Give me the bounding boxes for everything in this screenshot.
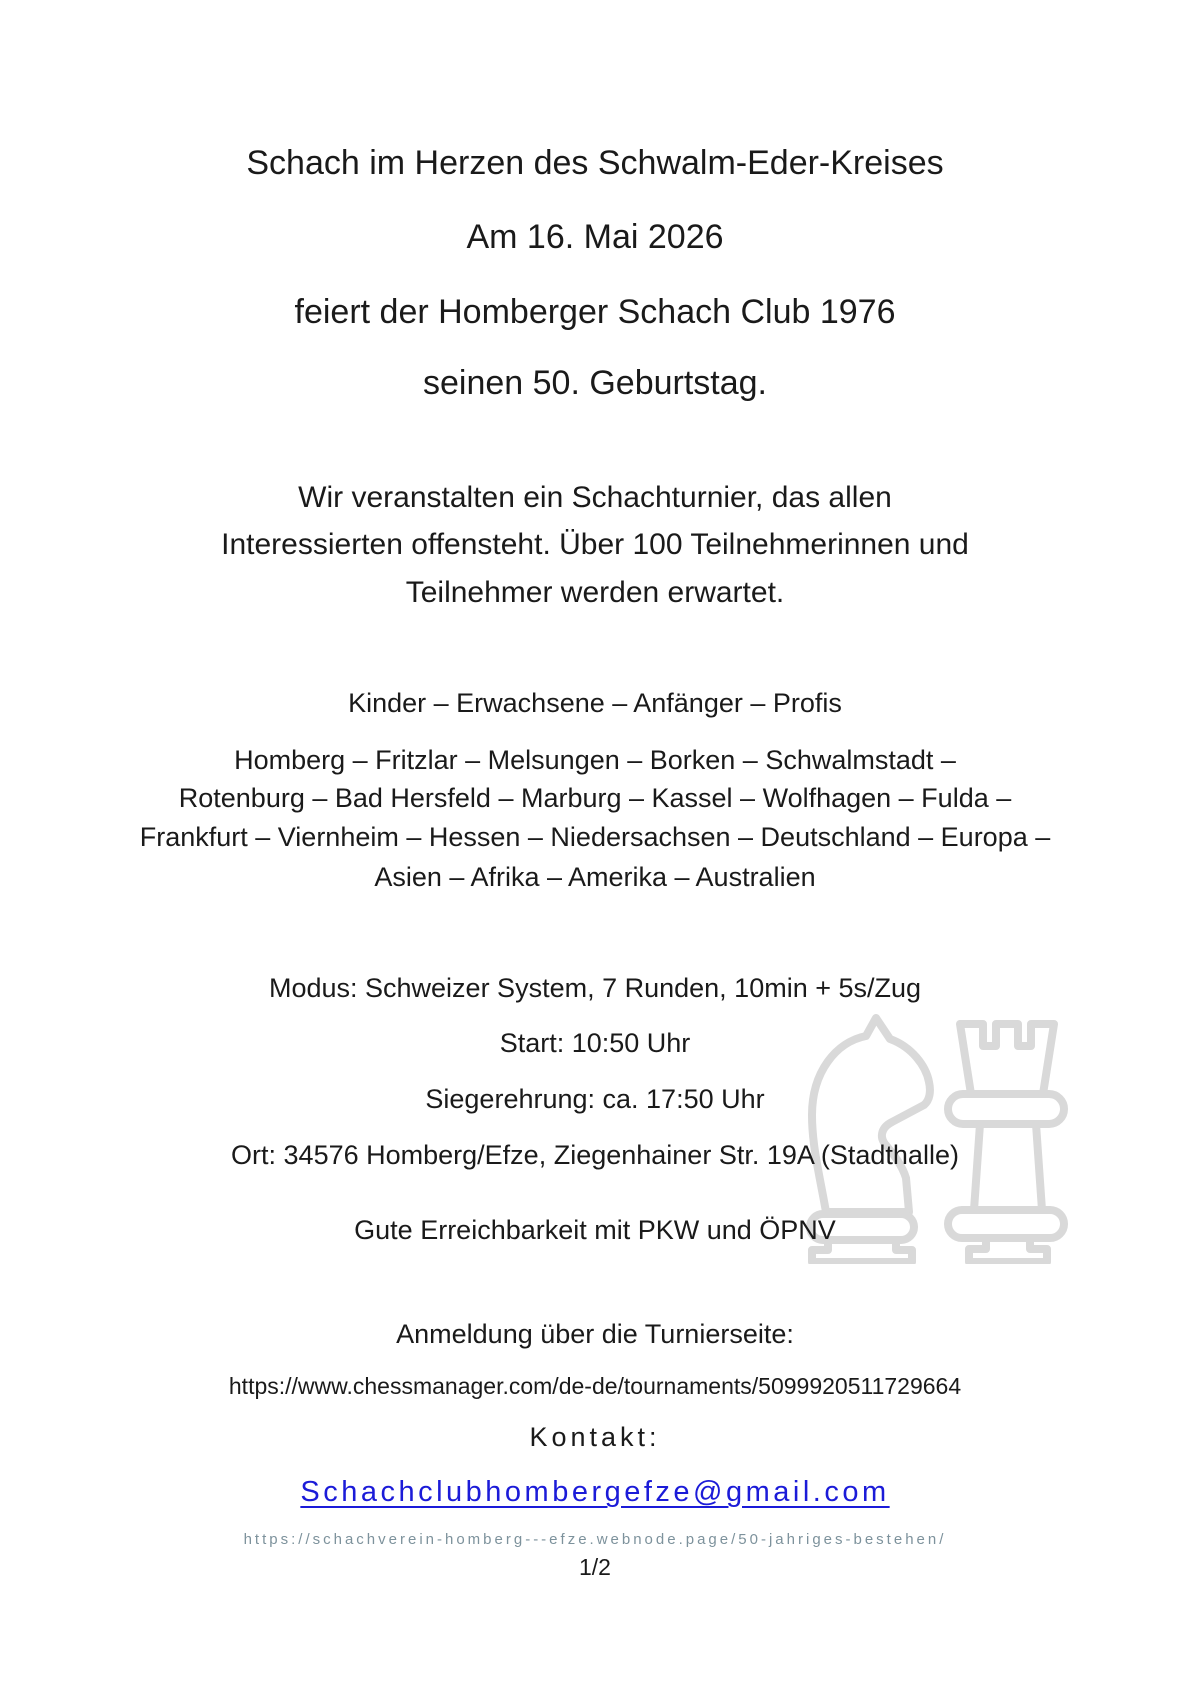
intro-line-1: Wir veranstalten ein Schachturnier, das allen [298, 481, 892, 514]
places-line-3: Frankfurt – Viernheim – Hessen – Niedersachsen – Deutschland – Europa – [139, 822, 1051, 852]
detail-award-ceremony: Siegerehrung: ca. 17:50 Uhr [425, 1084, 765, 1114]
audience-line: Kinder – Erwachsene – Anfänger – Profis [348, 688, 842, 718]
contact-email-line [0, 1475, 1190, 1510]
places-line-2: Rotenburg – Bad Hersfeld – Marburg – Kassel – Wolfhagen – Fulda – [178, 783, 1012, 813]
detail-start-time: Start: 10:50 Uhr [499, 1028, 691, 1058]
headline-line-1: Schach im Herzen des Schwalm-Eder-Kreises [246, 144, 944, 182]
headline-line-2: Am 16. Mai 2026 [466, 218, 724, 256]
headline-line-3: feiert der Homberger Schach Club 1976 [294, 293, 896, 331]
detail-location: Ort: 34576 Homberg/Efze, Ziegenhainer Str. 19A (Stadthalle) [231, 1140, 959, 1170]
contact-label: Kontakt: [529, 1422, 661, 1452]
registration-label: Anmeldung über die Turnierseite: [396, 1319, 794, 1349]
club-website-url: https://schachverein-homberg---efze.webnode.page/50-jahriges-bestehen/ [243, 1531, 947, 1548]
detail-accessibility: Gute Erreichbarkeit mit PKW und ÖPNV [354, 1215, 836, 1245]
intro-line-3: Teilnehmer werden erwartet. [405, 576, 785, 609]
places-line-1: Homberg – Fritzlar – Melsungen – Borken – Schwalmstadt – [234, 745, 956, 775]
intro-line-2: Interessierten offensteht. Über 100 Teilnehmerinnen und [221, 528, 969, 561]
detail-modus: Modus: Schweizer System, 7 Runden, 10min + 5s/Zug [268, 973, 922, 1003]
registration-url: https://www.chessmanager.com/de-de/tournaments/5099920511729664 [228, 1373, 962, 1399]
headline-line-4: seinen 50. Geburtstag. [422, 364, 767, 402]
contact-email-link[interactable]: Schachclubhombergefze@gmail.com [300, 1476, 890, 1508]
page-number: 1/2 [579, 1554, 611, 1580]
places-line-4: Asien – Afrika – Amerika – Australien [374, 862, 816, 892]
